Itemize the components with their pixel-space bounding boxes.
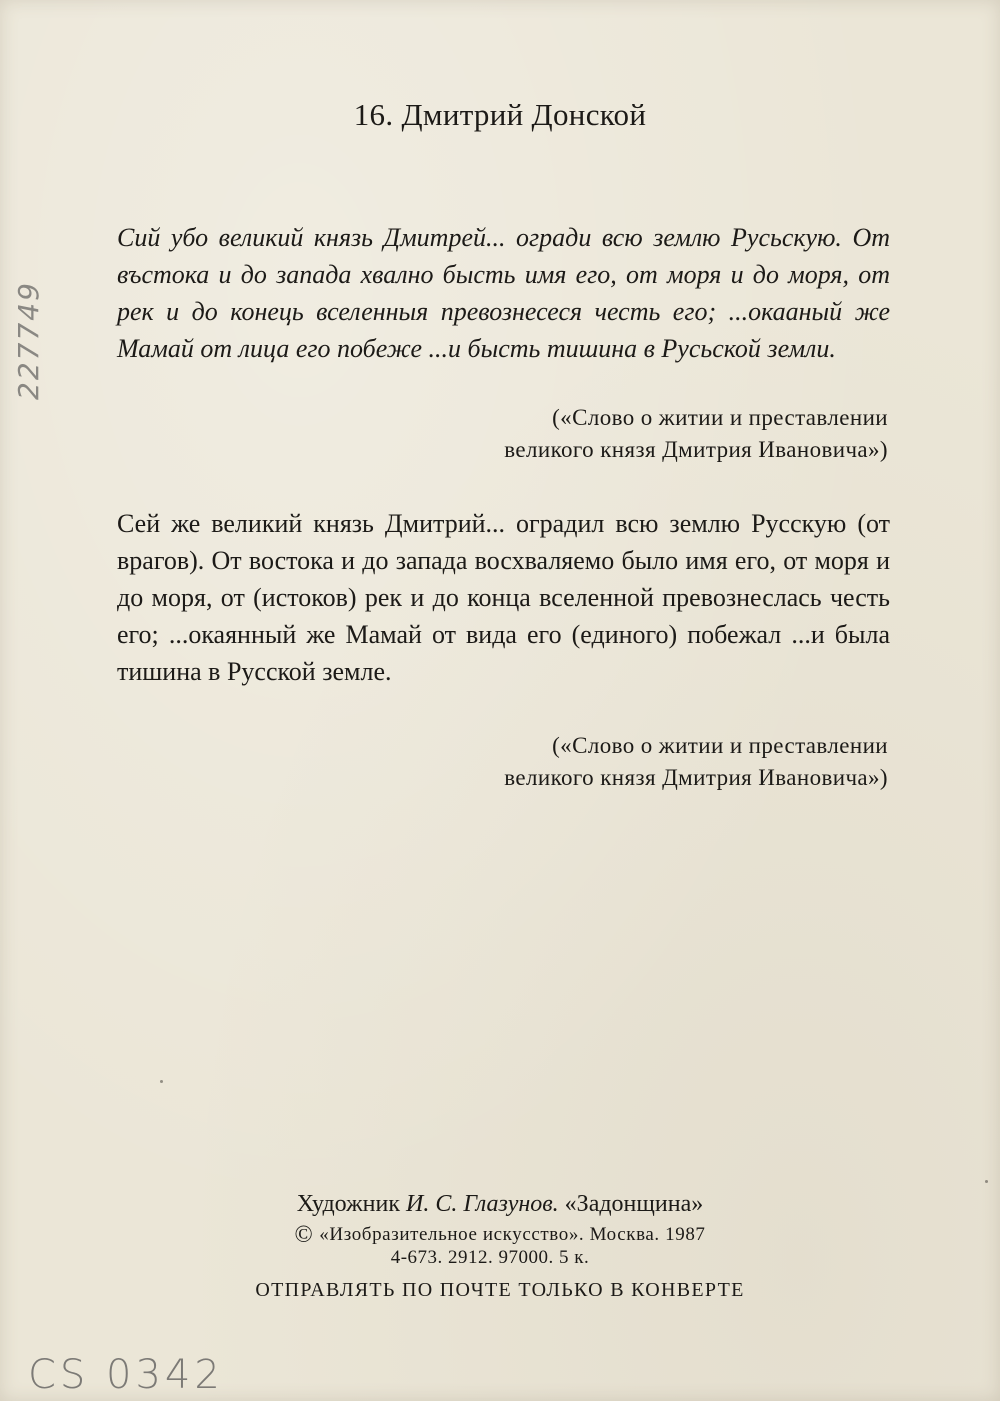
artist-name: И. С. Глазунов.	[406, 1191, 559, 1217]
source-line: («Слово о житии и преставлении	[552, 733, 888, 758]
artist-credit	[0, 1191, 1000, 1218]
handwritten-side-number: 227749	[12, 281, 45, 400]
copyright-icon: ©	[294, 1222, 314, 1248]
quote-modern-source	[288, 730, 888, 794]
quote-original-source	[288, 402, 888, 466]
publisher-text: «Изобразительное искусство». Москва. 1987	[319, 1224, 706, 1245]
quote-original-text: Сий убо великий князь Дмитрей... огради всю землю Русьскую. От въстока и до запада хвално бысть имя его, от моря и до моря, от рек и до конець вселенныя превознесеся честь его; ...окааный же Мамай от лица его побеже ...и бысть тишина в Русьской земли.	[117, 223, 890, 363]
print-code: 4-673. 2912. 97000. 5 к.	[390, 1247, 590, 1268]
artist-prefix: Художник	[296, 1191, 401, 1217]
source-line: великого князя Дмитрия Ивановича»)	[504, 765, 888, 790]
paper-speck	[160, 1080, 163, 1083]
source-line: великого князя Дмитрия Ивановича»)	[504, 437, 888, 462]
page-title: 16. Дмитрий Донской	[353, 97, 647, 132]
paper-speck	[985, 1180, 988, 1183]
source-line: («Слово о житии и преставлении	[552, 405, 888, 430]
mailing-notice: ОТПРАВЛЯТЬ ПО ПОЧТЕ ТОЛЬКО В КОНВЕРТЕ	[255, 1279, 745, 1301]
artwork-title: «Задонщина»	[564, 1191, 704, 1217]
handwritten-catalog-number: CS 0342	[28, 1352, 224, 1398]
publisher-line	[0, 1222, 1000, 1249]
quote-modern-text: Сей же великий князь Дмитрий... оградил всю землю Русскую (от врагов). От востока и до запада восхваляемо было имя его, от моря и до моря, от (истоков) рек и до конца вселенной превознеслась честь его; ...окаянный же Мамай от вида его (единого) побежал ...и была тишина в Русской земле.	[117, 509, 890, 686]
